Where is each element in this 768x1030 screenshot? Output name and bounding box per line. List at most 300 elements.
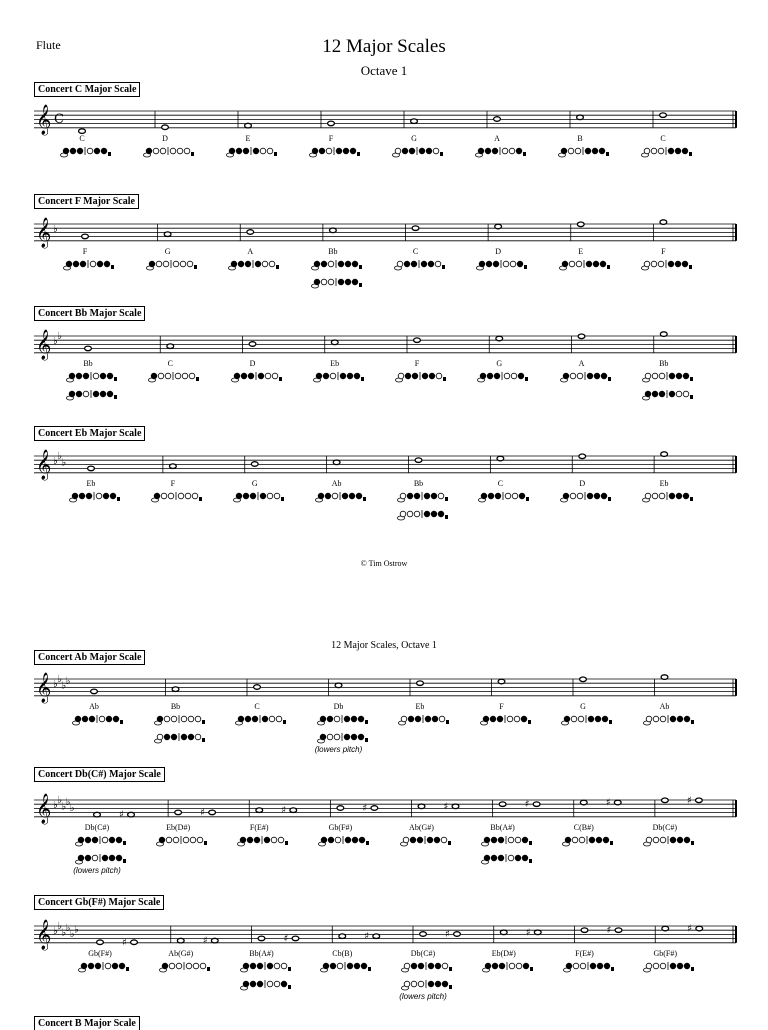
whole-note [331, 340, 338, 345]
fingering-chart [642, 390, 692, 401]
note-name: D [579, 479, 586, 488]
key-hole [274, 981, 280, 987]
note-name: F [82, 247, 88, 256]
key-hole [77, 148, 83, 154]
key-hole [149, 261, 155, 267]
key-hole [492, 963, 498, 969]
key-hole [190, 837, 196, 843]
key-hole [676, 391, 682, 397]
key-hole [69, 391, 75, 397]
key-hole [418, 963, 424, 969]
key-hole [668, 148, 674, 154]
pinky-key [202, 720, 205, 724]
key-hole [510, 261, 516, 267]
key-hole [73, 261, 79, 267]
pinky-key [526, 497, 529, 501]
key-hole [90, 261, 96, 267]
key-hole [278, 837, 284, 843]
fingering-chart [642, 492, 692, 503]
page-title: 12 Major Scales [322, 36, 446, 57]
whole-note [329, 228, 336, 233]
key-hole [418, 981, 424, 987]
treble-clef-icon: 𝄞 [36, 105, 52, 135]
key-hole [352, 261, 358, 267]
fingering-chart [309, 147, 359, 158]
key-hole [352, 279, 358, 285]
key-hole [407, 493, 413, 499]
key-hole [343, 148, 349, 154]
music-staff [0, 920, 768, 950]
key-hole [336, 837, 342, 843]
whole-note [164, 232, 171, 237]
pinky-key [446, 720, 449, 724]
key-hole [162, 963, 168, 969]
pinky-key [357, 152, 360, 156]
note-name: Bb [170, 702, 181, 711]
fingering-chart [148, 372, 198, 383]
note-name: G [251, 479, 258, 488]
key-hole [645, 373, 651, 379]
key-hole [411, 981, 417, 987]
key-hole [585, 148, 591, 154]
pinky-key [283, 720, 286, 724]
note-name: Db(C#) [410, 949, 436, 958]
key-hole [75, 716, 81, 722]
key-hole [193, 963, 199, 969]
key-hole [344, 734, 350, 740]
enharmonic-note [695, 798, 702, 803]
scale-label-partial: Concert B Major Scale [34, 1016, 140, 1030]
key-hole [660, 837, 666, 843]
whole-note [411, 119, 418, 124]
key-hole [683, 261, 689, 267]
whole-note [337, 806, 344, 811]
pinky-key [442, 265, 445, 269]
key-hole [675, 148, 681, 154]
pinky-key [288, 967, 291, 971]
key-hole [403, 837, 409, 843]
whole-note [580, 800, 587, 805]
key-hole [414, 511, 420, 517]
key-hole [153, 148, 159, 154]
key-flat-icon: ♭ [53, 456, 58, 467]
key-hole [340, 373, 346, 379]
treble-clef-icon: 𝄞 [36, 673, 52, 703]
key-hole [274, 493, 280, 499]
key-hole [604, 963, 610, 969]
key-flat-icon: ♭ [53, 224, 58, 235]
whole-note [333, 460, 340, 465]
fingering-chart [397, 492, 447, 503]
sharp-icon: ♯ [606, 925, 612, 937]
whole-note [251, 462, 258, 467]
key-hole [433, 148, 439, 154]
key-hole [599, 148, 605, 154]
fingering-note: (lowers pitch) [73, 866, 121, 875]
key-hole [426, 148, 432, 154]
key-hole [82, 716, 88, 722]
key-hole [677, 837, 683, 843]
key-hole [345, 261, 351, 267]
key-hole [402, 148, 408, 154]
key-hole [516, 963, 522, 969]
pinky-key [525, 377, 528, 381]
key-hole [336, 148, 342, 154]
key-hole [347, 373, 353, 379]
note-name: C [660, 134, 666, 143]
key-hole [332, 493, 338, 499]
note-name: Bb [413, 479, 424, 488]
key-hole [86, 493, 92, 499]
key-hole [157, 734, 163, 740]
key-hole [318, 493, 324, 499]
pinky-key [123, 859, 126, 863]
key-hole [173, 837, 179, 843]
note-name: F [661, 247, 666, 256]
key-hole [323, 963, 329, 969]
enharmonic-note [131, 940, 138, 945]
key-hole [354, 963, 360, 969]
key-hole [498, 837, 504, 843]
key-hole [435, 963, 441, 969]
scale-label: Concert Eb Major Scale [34, 426, 145, 441]
key-hole [595, 716, 601, 722]
key-flat-icon: ♭ [53, 336, 58, 347]
note-name: F [499, 702, 504, 711]
note-name: C(B#) [573, 823, 594, 832]
key-hole [569, 261, 575, 267]
key-hole [480, 373, 486, 379]
key-flat-icon: ♭ [61, 927, 67, 939]
key-hole [683, 493, 689, 499]
key-hole [92, 855, 98, 861]
key-hole [646, 716, 652, 722]
whole-note [661, 452, 668, 457]
key-hole [316, 373, 322, 379]
pinky-key [126, 967, 129, 971]
key-hole [281, 963, 287, 969]
page-subtitle: Octave 1 [360, 63, 408, 78]
enharmonic-note [128, 812, 135, 817]
whole-note [88, 466, 95, 471]
music-staff [0, 794, 768, 824]
fingering-chart [641, 147, 691, 158]
key-hole [241, 373, 247, 379]
key-hole [100, 373, 106, 379]
key-hole [669, 493, 675, 499]
key-hole [338, 261, 344, 267]
scale-label: Concert F Major Scale [34, 194, 139, 209]
pinky-key [120, 720, 123, 724]
key-hole [344, 716, 350, 722]
key-hole [330, 963, 336, 969]
key-hole [69, 373, 75, 379]
key-hole [579, 837, 585, 843]
key-hole [410, 837, 416, 843]
key-hole [564, 716, 570, 722]
pinky-key [609, 720, 612, 724]
key-hole [164, 716, 170, 722]
scale-label: Concert Gb(F#) Major Scale [34, 895, 164, 910]
key-hole [684, 837, 690, 843]
note-name: C [79, 134, 85, 143]
whole-note [91, 689, 98, 694]
key-hole [154, 493, 160, 499]
fingering-chart [315, 492, 365, 503]
key-hole [260, 493, 266, 499]
treble-clef-icon: 𝄞 [36, 218, 52, 248]
fingering-chart [154, 733, 204, 744]
key-hole [486, 261, 492, 267]
key-hole [485, 148, 491, 154]
pinky-key [276, 265, 279, 269]
whole-note [580, 677, 587, 682]
whole-note [79, 129, 86, 134]
key-flat-icon: ♭ [65, 922, 71, 934]
key-flat-icon: ♭ [53, 679, 58, 690]
key-flat-icon: ♭ [53, 926, 58, 937]
key-hole [652, 493, 658, 499]
pinky-key [361, 377, 364, 381]
key-hole [589, 837, 595, 843]
fingering-chart [643, 715, 693, 726]
whole-note [415, 458, 422, 463]
whole-note [247, 230, 254, 235]
note-name: Bb(A#) [490, 823, 515, 832]
note-name: Eb(D#) [491, 949, 516, 958]
key-hole [88, 963, 94, 969]
key-hole [669, 391, 675, 397]
key-flat-icon: ♭ [61, 801, 67, 813]
key-hole [562, 261, 568, 267]
key-hole [165, 373, 171, 379]
key-hole [587, 373, 593, 379]
fingering-chart [481, 836, 531, 847]
key-hole [334, 716, 340, 722]
fingering-chart [563, 962, 613, 973]
key-hole [184, 148, 190, 154]
note-name: D [162, 134, 168, 143]
note-name: G [411, 134, 417, 143]
key-hole [570, 373, 576, 379]
key-hole [63, 148, 69, 154]
whole-note [245, 123, 252, 128]
pinky-key [274, 152, 277, 156]
key-hole [95, 963, 101, 969]
key-hole [508, 837, 514, 843]
key-hole [509, 963, 515, 969]
key-hole [353, 837, 359, 843]
note-name: Eb [86, 479, 96, 488]
copyright: © Tim Ostrow [360, 559, 408, 568]
key-hole [518, 373, 524, 379]
key-hole [260, 148, 266, 154]
pinky-key [288, 985, 291, 989]
whole-note [169, 464, 176, 469]
music-staff [0, 673, 768, 703]
key-flat-icon: ♭ [57, 331, 62, 343]
key-hole [577, 493, 583, 499]
pinky-key [607, 265, 610, 269]
key-hole [323, 373, 329, 379]
note-name: G [164, 247, 171, 256]
note-name: D [249, 359, 256, 368]
key-flat-icon: ♭ [61, 680, 67, 692]
key-hole [645, 261, 651, 267]
note-name: C [497, 479, 504, 488]
pinky-key [196, 377, 199, 381]
whole-note [94, 812, 101, 817]
key-hole [243, 981, 249, 987]
key-hole [400, 511, 406, 517]
sharp-icon: ♯ [200, 807, 205, 819]
sharp-icon: ♯ [686, 795, 692, 807]
pinky-key [690, 377, 693, 381]
key-hole [565, 837, 571, 843]
pinky-key [111, 265, 114, 269]
sharp-icon: ♯ [524, 799, 530, 811]
key-hole [442, 963, 448, 969]
whole-note [412, 226, 419, 231]
key-hole [563, 373, 569, 379]
key-hole [659, 373, 665, 379]
key-hole [250, 981, 256, 987]
key-hole [188, 734, 194, 740]
key-hole [491, 855, 497, 861]
whole-note [335, 683, 342, 688]
key-hole [573, 963, 579, 969]
key-hole [652, 391, 658, 397]
scale-label: Concert Ab Major Scale [34, 650, 145, 665]
pinky-key [524, 265, 527, 269]
pinky-key [363, 497, 366, 501]
key-hole [431, 493, 437, 499]
time-signature: C [54, 112, 64, 127]
fingering-chart [400, 836, 450, 847]
key-hole [670, 963, 676, 969]
whole-note [82, 234, 89, 239]
key-hole [646, 963, 652, 969]
key-hole [327, 734, 333, 740]
sharp-icon: ♯ [122, 937, 127, 949]
fingering-chart [156, 836, 206, 847]
key-hole [257, 981, 263, 987]
key-hole [407, 511, 413, 517]
key-hole [195, 734, 201, 740]
key-hole [197, 837, 203, 843]
note-name: Bb(A#) [249, 949, 274, 958]
key-hole [438, 511, 444, 517]
whole-note [661, 798, 668, 803]
key-hole [484, 855, 490, 861]
key-hole [175, 373, 181, 379]
scale-label: Concert C Major Scale [34, 82, 140, 97]
whole-note [414, 338, 421, 343]
key-hole [417, 837, 423, 843]
note-name: Gb(F#) [88, 949, 112, 958]
key-hole [588, 716, 594, 722]
key-hole [515, 837, 521, 843]
key-hole [496, 493, 502, 499]
key-hole [514, 716, 520, 722]
fingering-chart [151, 492, 201, 503]
key-hole [442, 981, 448, 987]
pinky-key [690, 497, 693, 501]
fingering-chart [72, 715, 122, 726]
key-hole [600, 261, 606, 267]
key-hole [517, 261, 523, 267]
note-name: F(E#) [575, 949, 594, 958]
key-hole [676, 493, 682, 499]
key-hole [330, 373, 336, 379]
key-hole [183, 837, 189, 843]
note-name: Db(C#) [652, 823, 678, 832]
music-staff [0, 330, 768, 360]
whole-note [254, 685, 261, 690]
sharp-icon: ♯ [445, 929, 450, 940]
treble-clef-icon: 𝄞 [36, 450, 52, 480]
key-hole [404, 981, 410, 987]
key-hole [327, 716, 333, 722]
fingering-chart [561, 715, 611, 726]
fingering-chart [643, 836, 693, 847]
key-hole [422, 373, 428, 379]
pinky-key [608, 497, 611, 501]
key-hole [593, 261, 599, 267]
key-hole [676, 261, 682, 267]
key-hole [250, 963, 256, 969]
whole-note [497, 456, 504, 461]
key-hole [653, 837, 659, 843]
fingering-chart [477, 372, 527, 383]
whole-note [167, 344, 174, 349]
key-hole [171, 734, 177, 740]
pinky-key [608, 377, 611, 381]
whole-note [498, 679, 505, 684]
enharmonic-note [454, 932, 461, 937]
key-hole [320, 734, 326, 740]
key-hole [247, 837, 253, 843]
key-hole [269, 261, 275, 267]
key-hole [424, 493, 430, 499]
note-name: G [496, 359, 503, 368]
pinky-key [691, 720, 694, 724]
note-name: Ab [331, 479, 342, 488]
key-hole [404, 261, 410, 267]
pinky-key [530, 967, 533, 971]
key-hole [85, 837, 91, 843]
sharp-icon: ♯ [364, 931, 370, 943]
key-hole [89, 716, 95, 722]
key-hole [96, 493, 102, 499]
key-hole [358, 734, 364, 740]
key-hole [428, 981, 434, 987]
key-hole [590, 963, 596, 969]
key-hole [659, 261, 665, 267]
sharp-icon: ♯ [687, 923, 693, 935]
key-hole [659, 391, 665, 397]
key-hole [577, 373, 583, 379]
key-flat-icon: ♭ [57, 921, 62, 933]
key-hole [81, 963, 87, 969]
key-hole [113, 716, 119, 722]
key-hole [186, 963, 192, 969]
fingering-chart [75, 854, 125, 865]
pinky-key [199, 497, 202, 501]
fingering-chart [63, 260, 113, 271]
instrument-name: Flute [36, 38, 61, 52]
pinky-key [611, 967, 614, 971]
